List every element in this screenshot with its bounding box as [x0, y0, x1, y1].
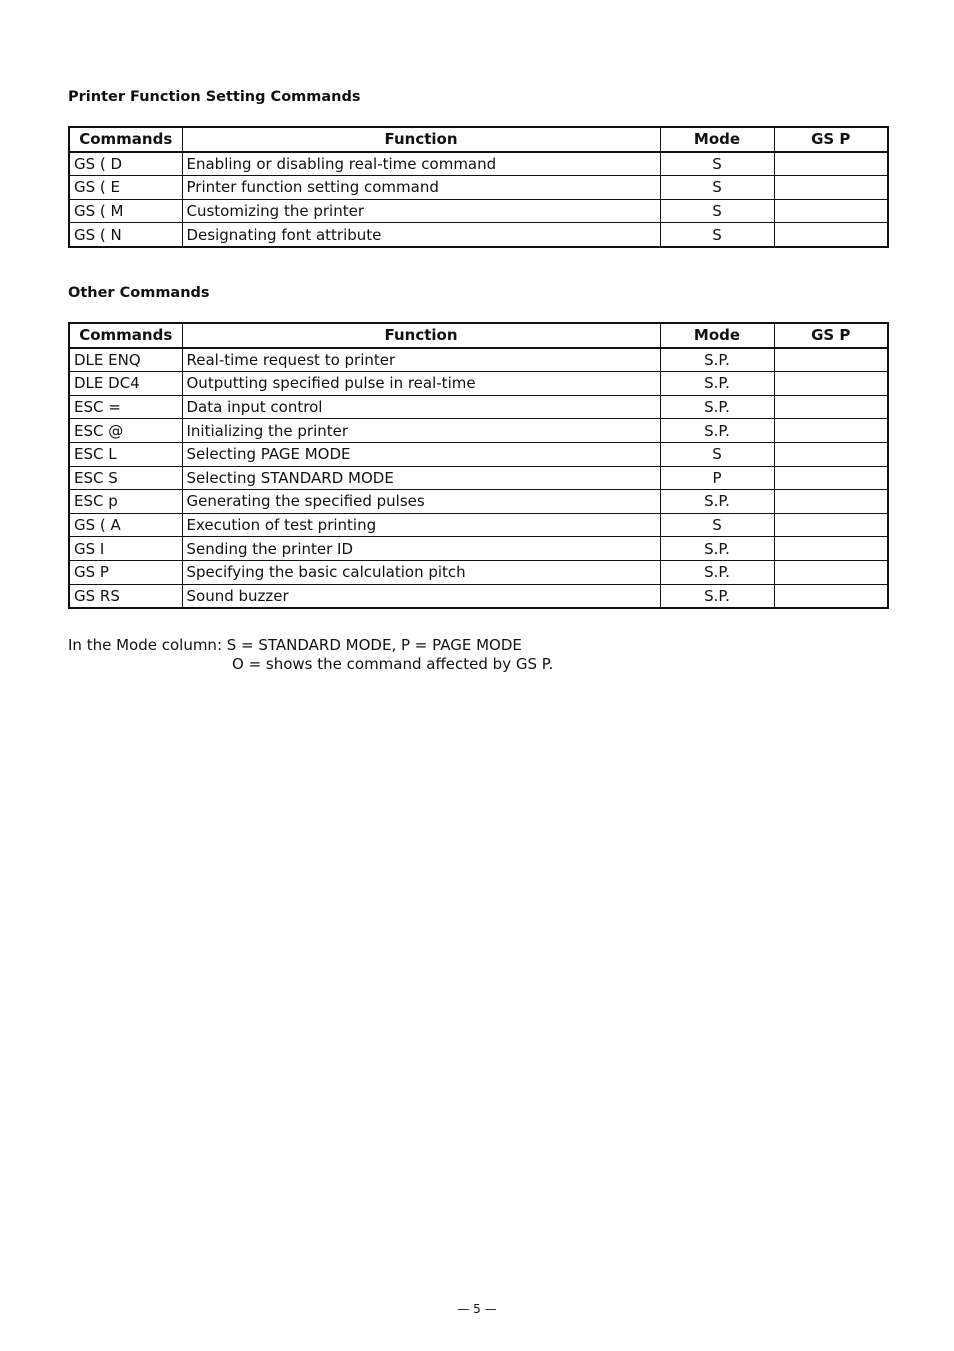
cell-gsp [774, 513, 888, 537]
cell-function: Real-time request to printer [182, 348, 660, 372]
table-row [69, 584, 888, 608]
cell-command: GS ( E [69, 176, 182, 200]
table-row [69, 513, 888, 537]
cell-function: Data input control [182, 395, 660, 419]
cell-function: Execution of test printing [182, 513, 660, 537]
table-row [69, 490, 888, 514]
note-line-2: O = shows the command affected by GS P. [232, 655, 554, 673]
mode-column-note [68, 636, 553, 674]
cell-command: GS ( D [69, 152, 182, 176]
cell-gsp [774, 419, 888, 443]
cell-function: Printer function setting command [182, 176, 660, 200]
cell-command: ESC @ [69, 419, 182, 443]
cell-command: ESC = [69, 395, 182, 419]
table-row [69, 395, 888, 419]
cell-mode: P [660, 466, 774, 490]
cell-mode: S [660, 223, 774, 247]
cell-function: Selecting PAGE MODE [182, 442, 660, 466]
cell-command: ESC p [69, 490, 182, 514]
table-row [69, 152, 888, 176]
cell-gsp [774, 584, 888, 608]
cell-mode: S.P. [660, 395, 774, 419]
cell-command: GS ( N [69, 223, 182, 247]
header-commands: Commands [69, 127, 182, 152]
cell-mode: S [660, 152, 774, 176]
header-function: Function [182, 127, 660, 152]
cell-function: Sending the printer ID [182, 537, 660, 561]
table-row [69, 348, 888, 372]
cell-mode: S.P. [660, 419, 774, 443]
cell-gsp [774, 395, 888, 419]
cell-command: GS RS [69, 584, 182, 608]
table-row [69, 560, 888, 584]
cell-mode: S [660, 513, 774, 537]
cell-gsp [774, 490, 888, 514]
cell-mode: S.P. [660, 490, 774, 514]
header-commands: Commands [69, 323, 182, 348]
section-title-printer-function: Printer Function Setting Commands [68, 89, 361, 105]
printer-function-rows [69, 152, 888, 247]
cell-gsp [774, 560, 888, 584]
cell-command: ESC S [69, 466, 182, 490]
cell-gsp [774, 442, 888, 466]
cell-gsp [774, 537, 888, 561]
cell-function: Customizing the printer [182, 199, 660, 223]
cell-mode: S.P. [660, 584, 774, 608]
table-row [69, 223, 888, 247]
table-header-row [69, 323, 888, 348]
header-gsp: GS P [774, 323, 888, 348]
cell-command: GS P [69, 560, 182, 584]
printer-function-table [68, 126, 889, 248]
cell-mode: S.P. [660, 560, 774, 584]
header-gsp: GS P [774, 127, 888, 152]
table-row [69, 466, 888, 490]
cell-function: Outputting specified pulse in real-time [182, 372, 660, 396]
cell-command: DLE DC4 [69, 372, 182, 396]
header-mode: Mode [660, 323, 774, 348]
table-row [69, 176, 888, 200]
cell-function: Sound buzzer [182, 584, 660, 608]
cell-function: Generating the specified pulses [182, 490, 660, 514]
cell-command: DLE ENQ [69, 348, 182, 372]
section-title-other-commands: Other Commands [68, 285, 210, 301]
cell-gsp [774, 348, 888, 372]
note-line-1: In the Mode column: S = STANDARD MODE, P = PAGE MODE [68, 636, 522, 654]
cell-function: Initializing the printer [182, 419, 660, 443]
table-header-row [69, 127, 888, 152]
cell-command: GS I [69, 537, 182, 561]
cell-gsp [774, 372, 888, 396]
cell-function: Specifying the basic calculation pitch [182, 560, 660, 584]
table-row [69, 372, 888, 396]
other-commands-table [68, 322, 889, 609]
cell-mode: S [660, 176, 774, 200]
cell-mode: S [660, 442, 774, 466]
cell-gsp [774, 223, 888, 247]
cell-mode: S.P. [660, 372, 774, 396]
cell-gsp [774, 466, 888, 490]
table-row [69, 537, 888, 561]
cell-function: Designating font attribute [182, 223, 660, 247]
cell-gsp [774, 199, 888, 223]
cell-mode: S.P. [660, 537, 774, 561]
cell-function: Enabling or disabling real-time command [182, 152, 660, 176]
cell-command: GS ( A [69, 513, 182, 537]
cell-gsp [774, 176, 888, 200]
table-row [69, 442, 888, 466]
cell-command: GS ( M [69, 199, 182, 223]
table-row [69, 199, 888, 223]
other-commands-rows [69, 348, 888, 609]
cell-command: ESC L [69, 442, 182, 466]
header-mode: Mode [660, 127, 774, 152]
table-row [69, 419, 888, 443]
cell-mode: S [660, 199, 774, 223]
page-number: — 5 — [457, 1302, 497, 1316]
cell-function: Selecting STANDARD MODE [182, 466, 660, 490]
cell-mode: S.P. [660, 348, 774, 372]
cell-gsp [774, 152, 888, 176]
header-function: Function [182, 323, 660, 348]
